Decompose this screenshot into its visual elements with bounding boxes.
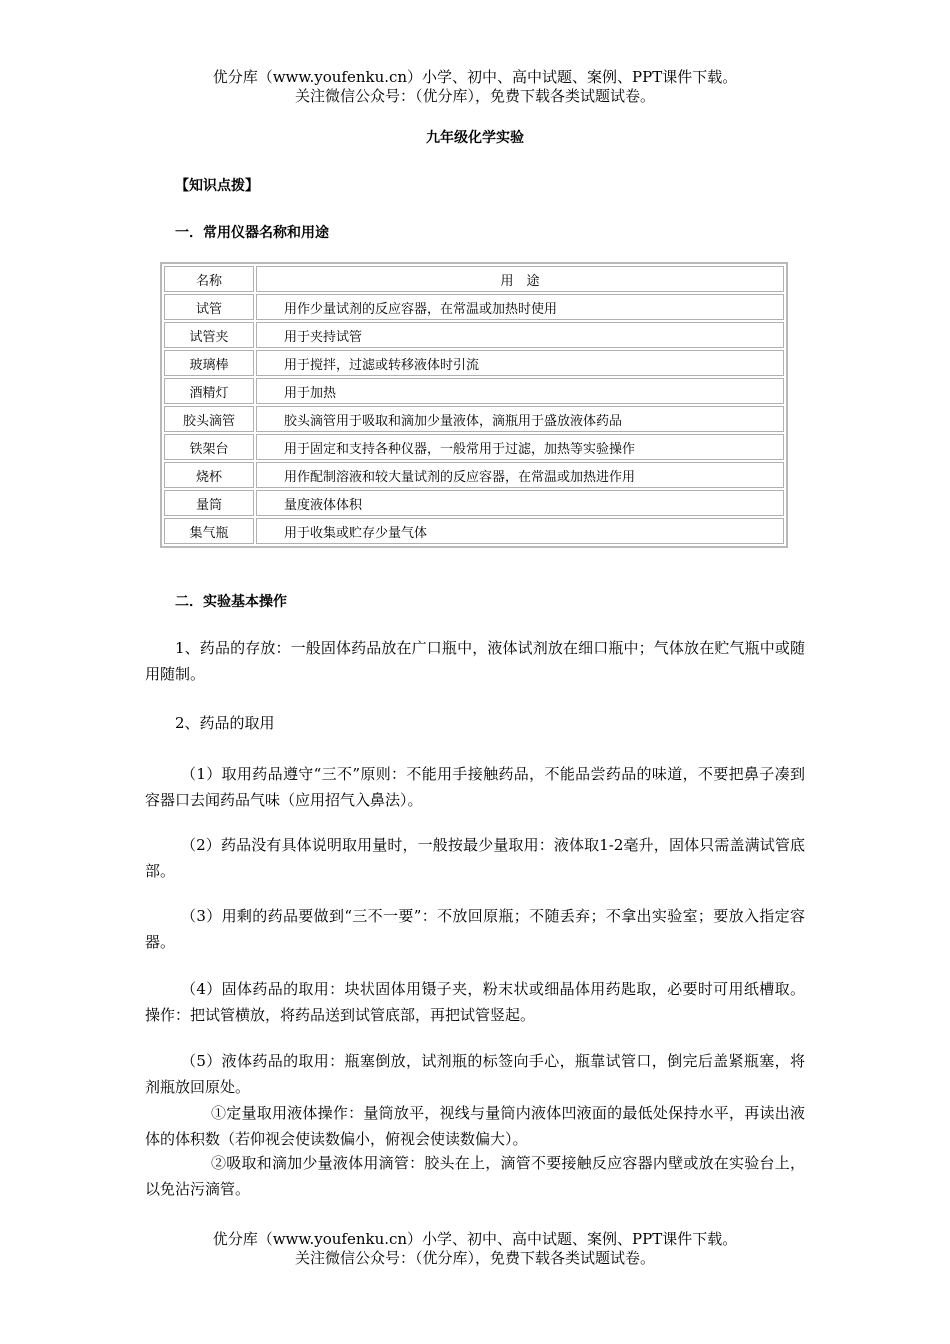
- paragraph-measure-liquid: ①定量取用液体操作：量筒放平，视线与量筒内液体凹液面的最低处保持水平，再读出液体的体积数（若仰视会使读数偏小，俯视会使读数偏大）。: [145, 1104, 805, 1148]
- paragraph-taking: 2、药品的取用: [175, 714, 275, 732]
- instrument-name: 胶头滴管: [164, 406, 254, 432]
- table-row: [164, 322, 784, 348]
- section-2-heading: 二．实验基本操作: [175, 594, 287, 610]
- table-header-row: [164, 266, 784, 292]
- instrument-use: 胶头滴管用于吸取和滴加少量液体，滴瓶用于盛放液体药品: [256, 406, 784, 432]
- footer-line-1: 优分库（www.youfenku.cn）小学、初中、高中试题、案例、PPT课件下载。: [212, 1230, 738, 1248]
- instrument-use: 用于加热: [256, 378, 784, 404]
- table-row: [164, 350, 784, 376]
- table-header-name: 名称: [164, 266, 254, 292]
- instrument-use: 用于收集或贮存少量气体: [256, 518, 784, 544]
- table-row: [164, 406, 784, 432]
- paragraph-rule-4: （4）固体药品的取用：块状固体用镊子夹，粉末状或细晶体用药匙取，必要时可用纸槽取。操作：把试管横放，将药品送到试管底部，再把试管竖起。: [145, 980, 805, 1024]
- page-footer: [0, 1230, 950, 1268]
- table-header-use: 用 途: [256, 266, 784, 292]
- table-row: [164, 518, 784, 544]
- instrument-name: 玻璃棒: [164, 350, 254, 376]
- instrument-name: 烧杯: [164, 462, 254, 488]
- instrument-table: [160, 262, 788, 548]
- paragraph-rule-3: （3）用剩的药品要做到“三不一要”：不放回原瓶；不随丢弃；不拿出实验室；要放入指定容器。: [145, 907, 805, 951]
- section-1-heading: 一．常用仪器名称和用途: [175, 225, 329, 241]
- instrument-name: 铁架台: [164, 434, 254, 460]
- instrument-name: 集气瓶: [164, 518, 254, 544]
- instrument-name: 量筒: [164, 490, 254, 516]
- paragraph-dropper: ②吸取和滴加少量液体用滴管：胶头在上，滴管不要接触反应容器内壁或放在实验台上，以免沾污滴管。: [145, 1154, 805, 1198]
- instrument-name: 酒精灯: [164, 378, 254, 404]
- instrument-use: 用于固定和支持各种仪器，一般常用于过滤，加热等实验操作: [256, 434, 784, 460]
- instrument-use: 用于搅拌，过滤或转移液体时引流: [256, 350, 784, 376]
- section-knowledge-heading: 【知识点拨】: [175, 178, 259, 194]
- footer-line-2: 关注微信公众号：（优分库），免费下载各类试题试卷。: [294, 1249, 655, 1267]
- table-row: [164, 378, 784, 404]
- table-row: [164, 434, 784, 460]
- paragraph-storage: 1、药品的存放：一般固体药品放在广口瓶中，液体试剂放在细口瓶中；气体放在贮气瓶中或随用随制。: [145, 639, 805, 683]
- table-row: [164, 462, 784, 488]
- table-row: [164, 294, 784, 320]
- instrument-name: 试管夹: [164, 322, 254, 348]
- instrument-use: 用作少量试剂的反应容器，在常温或加热时使用: [256, 294, 784, 320]
- paragraph-rule-1: （1）取用药品遵守“三不”原则：不能用手接触药品，不能品尝药品的味道，不要把鼻子凑到容器口去闻药品气味（应用招气入鼻法）。: [145, 765, 805, 809]
- document-title: 九年级化学实验: [426, 130, 524, 146]
- instrument-use: 量度液体体积: [256, 490, 784, 516]
- header-line-1: 优分库（www.youfenku.cn）小学、初中、高中试题、案例、PPT课件下载。: [212, 68, 738, 86]
- paragraph-rule-5: （5）液体药品的取用：瓶塞倒放，试剂瓶的标签向手心，瓶靠试管口，倒完后盖紧瓶塞，将剂瓶放回原处。: [145, 1052, 805, 1096]
- header-line-2: 关注微信公众号：（优分库），免费下载各类试题试卷。: [294, 87, 655, 105]
- instrument-use: 用作配制溶液和较大量试剂的反应容器，在常温或加热进作用: [256, 462, 784, 488]
- instrument-name: 试管: [164, 294, 254, 320]
- paragraph-rule-2: （2）药品没有具体说明取用量时，一般按最少量取用：液体取1-2毫升，固体只需盖满试管底部。: [145, 836, 805, 880]
- instrument-use: 用于夹持试管: [256, 322, 784, 348]
- page-header: [0, 68, 950, 106]
- table-row: [164, 490, 784, 516]
